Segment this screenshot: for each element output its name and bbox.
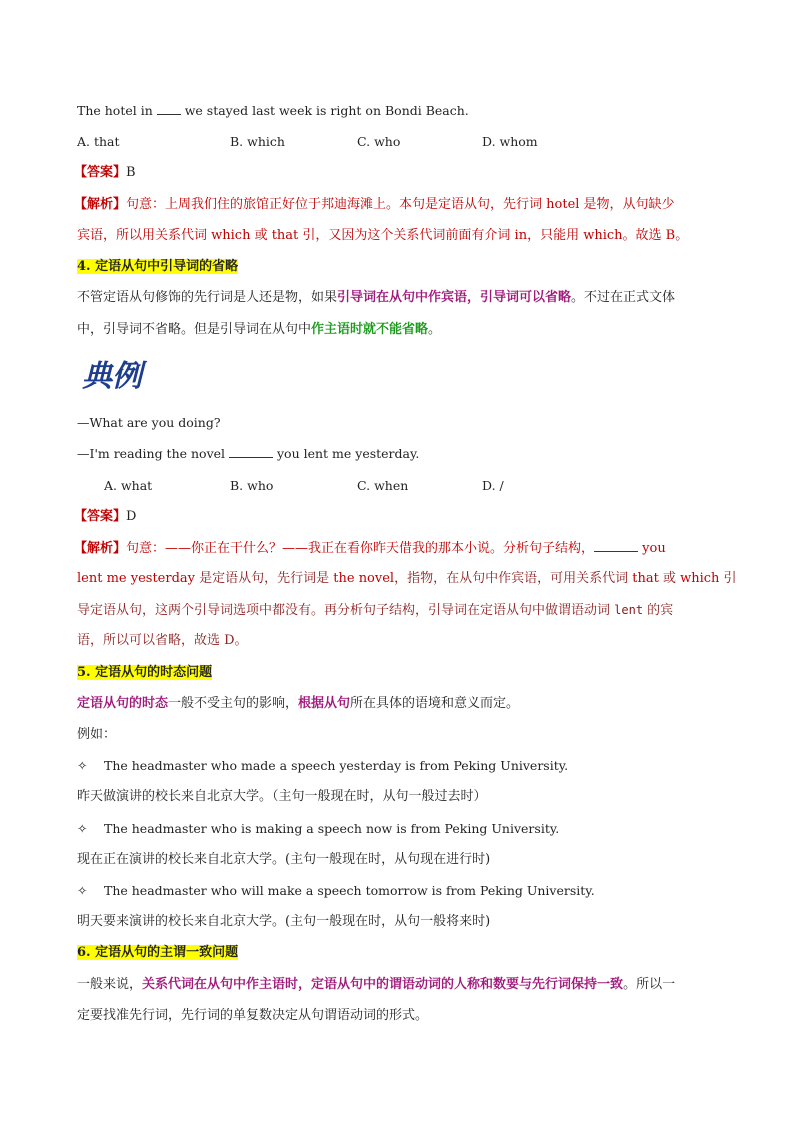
q1-stem-after: we stayed last week is right on Bondi Beach. bbox=[180, 103, 469, 118]
bullet-icon: ✧ bbox=[77, 758, 88, 773]
q2-a2-h: 引 bbox=[719, 571, 737, 586]
section-5-emph-1: 定语从句的时态 bbox=[77, 696, 169, 711]
section-5-emph-2: 根据从句 bbox=[298, 696, 351, 711]
typical-example-logo-text: 典例 bbox=[82, 359, 142, 394]
section-6-text-e: 。所以一 bbox=[623, 977, 676, 992]
q2-answer-label: 【答案】 bbox=[74, 509, 127, 524]
q1-option-b: B. which bbox=[230, 134, 285, 149]
q2-a2-a: lent me yesterday bbox=[77, 571, 195, 586]
q1-analysis-text-1: 句意：上周我们住的旅馆正好位于邦迪海滩上。本句是定语从句，先行词 hotel 是物，从句缺少 bbox=[126, 197, 675, 212]
q2-analysis-text-1: 句意：——你正在干什么？——我正在看你昨天借我的那本小说。分析句子结构， bbox=[126, 541, 595, 556]
q1-option-d: D. whom bbox=[482, 134, 538, 149]
section-4-emph-subject: 作主语时就不能省略 bbox=[311, 322, 429, 337]
q1-stem-before: The hotel in bbox=[77, 103, 157, 118]
example-2-zh: 现在正在演讲的校长来自北京大学。(主句一般现在时，从句现在进行时) bbox=[77, 852, 491, 867]
section-5-heading bbox=[77, 665, 212, 681]
q2-option-b: B. who bbox=[230, 478, 274, 493]
section-4-emph-object: 引导词在从句中作宾语，引导词可以省略 bbox=[337, 290, 572, 305]
q2-line-2 bbox=[77, 446, 419, 462]
q1-option-a: A. that bbox=[77, 134, 120, 149]
q2-a3-a: 导定语从句，这两个引导词选项中都没有。再分析句子结构，引导词在定语从句中做谓语动词 bbox=[77, 603, 615, 618]
q1-analysis-line-1 bbox=[74, 197, 675, 213]
section-6-heading-text: 6. 定语从句的主谓一致问题 bbox=[77, 945, 239, 960]
example-3-en-text: The headmaster who will make a speech tomorrow is from Peking University. bbox=[104, 883, 595, 898]
q2-analysis-label: 【解析】 bbox=[74, 541, 127, 556]
section-4-para-line-1 bbox=[77, 290, 675, 306]
q1-option-c: C. who bbox=[357, 134, 401, 149]
q2-analysis-line-2 bbox=[77, 571, 737, 587]
q2-line-2-after: you lent me yesterday. bbox=[273, 446, 420, 461]
q2-a2-e: that bbox=[632, 571, 659, 586]
section-5-text-b: 一般不受主句的影响， bbox=[168, 696, 299, 711]
typical-example-logo-svg bbox=[80, 358, 154, 394]
section-4-text-d: 中，引导词不省略。但是引导词在从句中 bbox=[77, 322, 312, 337]
q1-analysis-line-2: 宾语，所以用关系代词 which 或 that 引，又因为这个关系代词前面有介词 in，只能用 which。故选 B。 bbox=[77, 228, 689, 243]
example-3-zh: 明天要来演讲的校长来自北京大学。(主句一般现在时，从句一般将来时) bbox=[77, 914, 491, 929]
section-5-heading-text: 5. 定语从句的时态问题 bbox=[77, 665, 213, 680]
q2-a3-c: 的宾 bbox=[643, 603, 674, 618]
q2-analysis-line-3 bbox=[77, 602, 673, 619]
q2-a3-b: lent bbox=[614, 603, 644, 617]
q2-option-d: D. / bbox=[482, 478, 504, 493]
section-4-text-e: 。 bbox=[428, 322, 442, 337]
example-1-en bbox=[77, 758, 568, 774]
q2-answer-value: D bbox=[126, 509, 137, 524]
example-3-en bbox=[77, 883, 595, 899]
example-2-en-text: The headmaster who is making a speech now is from Peking University. bbox=[104, 821, 560, 836]
example-1-zh: 昨天做演讲的校长来自北京大学。（主句一般现在时，从句一般过去时） bbox=[77, 789, 487, 804]
section-5-text-d: 所在具体的语境和意义而定。 bbox=[350, 696, 520, 711]
section-6-emph-1: 关系代词在从句中作主语时 bbox=[142, 977, 299, 992]
section-6-para-line-1 bbox=[77, 977, 675, 993]
q2-blank bbox=[229, 446, 273, 458]
section-6-emph-2: 定语从句中的谓语动词的人称和数要与先行词保持一致 bbox=[311, 977, 624, 992]
section-6-heading bbox=[77, 945, 238, 961]
example-1-en-text: The headmaster who made a speech yesterday is from Peking University. bbox=[104, 758, 569, 773]
q2-line-2-before: —I'm reading the novel bbox=[77, 446, 230, 461]
section-6-para-line-2: 定要找准先行词，先行词的单复数决定从句谓语动词的形式。 bbox=[77, 1008, 429, 1023]
section-4-text-c: 。不过在正式文体 bbox=[571, 290, 676, 305]
q2-a2-f: 或 bbox=[658, 571, 681, 586]
q1-answer-value: B bbox=[126, 165, 136, 180]
q2-analysis-blank bbox=[594, 540, 638, 552]
q2-option-c: C. when bbox=[357, 478, 409, 493]
section-4-heading bbox=[77, 259, 238, 275]
section-5-para bbox=[77, 696, 519, 712]
section-6-comma: ， bbox=[298, 977, 312, 992]
section-6-text-a: 一般来说， bbox=[77, 977, 143, 992]
section-4-para-line-2 bbox=[77, 322, 441, 338]
q1-answer-label: 【答案】 bbox=[74, 165, 127, 180]
q1-answer bbox=[74, 165, 136, 181]
q2-a2-d: ，指物，在从句中作宾语，可用关系代词 bbox=[394, 571, 633, 586]
bullet-icon: ✧ bbox=[77, 883, 88, 898]
section-4-heading-text: 4. 定语从句中引导词的省略 bbox=[77, 259, 239, 274]
q2-analysis-line-4: 语，所以可以省略，故选 D。 bbox=[77, 633, 248, 648]
bullet-icon: ✧ bbox=[77, 821, 88, 836]
q2-a2-g: which bbox=[680, 571, 720, 586]
q2-option-a: A. what bbox=[104, 478, 153, 493]
typical-example-logo bbox=[80, 358, 154, 398]
q2-analysis-line-1 bbox=[74, 540, 666, 557]
q2-a2-b: 是定语从句，先行词是 bbox=[195, 571, 334, 586]
q2-answer bbox=[74, 509, 136, 525]
q1-stem bbox=[77, 103, 469, 119]
example-2-en bbox=[77, 821, 559, 837]
q1-blank bbox=[157, 103, 181, 115]
section-5-example-label: 例如： bbox=[77, 727, 117, 742]
section-4-text-a: 不管定语从句修饰的先行词是人还是物，如果 bbox=[77, 290, 338, 305]
q2-analysis-text-1b: you bbox=[638, 541, 666, 556]
q1-analysis-label: 【解析】 bbox=[74, 197, 127, 212]
q2-a2-c: the novel bbox=[333, 571, 395, 586]
q2-line-1: —What are you doing? bbox=[77, 415, 221, 430]
